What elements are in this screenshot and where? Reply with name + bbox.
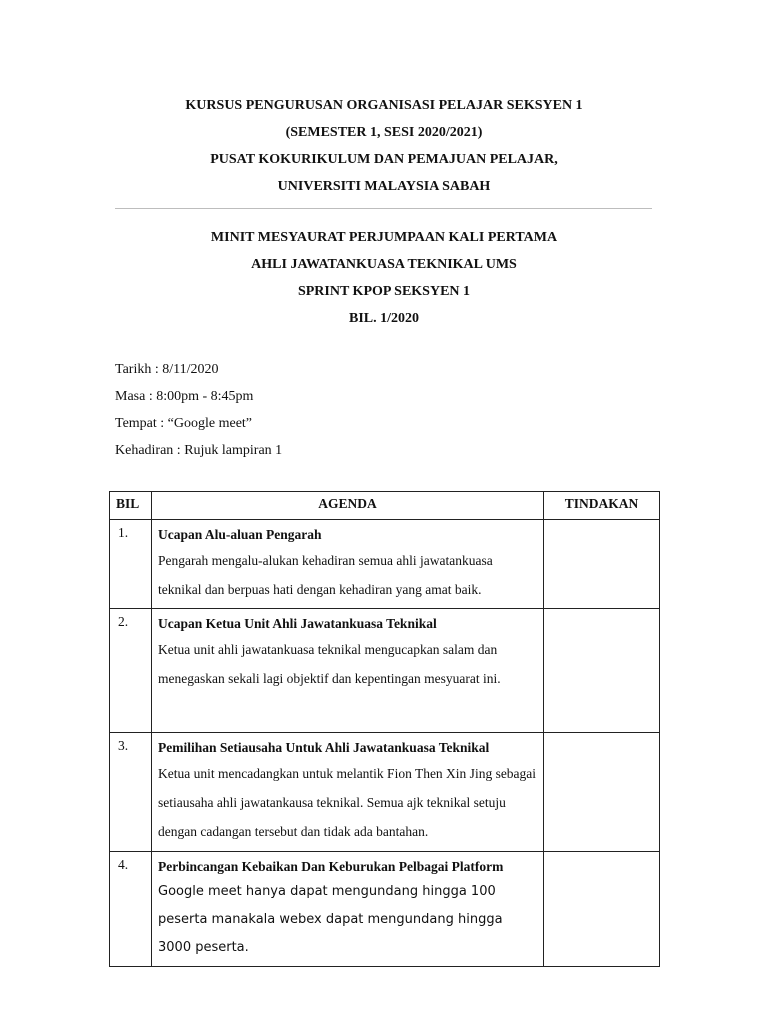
agenda-item-body: Pengarah mengalu-alukan kehadiran semua ahli jawatankuasa teknikal dan berpuas hati dengan kehadiran yang amat baik. [158, 553, 493, 597]
tindakan-cell [544, 609, 660, 733]
header-course-title: KURSUS PENGURUSAN ORGANISASI PELAJAR SEKSYEN 1 [185, 98, 583, 113]
minutes-number: BIL. 1/2020 [348, 311, 419, 326]
agenda-item-body: Ketua unit mencadangkan untuk melantik Fion Then Xin Jing sebagai setiausaha ahli jawatankausa teknikal. Semua ajk teknikal setuju dengan cadangan tersebut dan tidak ada bantahan. [158, 766, 537, 839]
minutes-title-line1: MINIT MESYAURAT PERJUMPAAN KALI PERTAMA [210, 230, 558, 245]
header-divider [115, 208, 652, 209]
agenda-item-body: Google meet hanya dapat mengundang hingga 100 peserta manakala webex dapat mengundang hingga 3000 peserta. [158, 884, 503, 955]
agenda-cell [152, 520, 544, 609]
meeting-date: Tarikh : 8/11/2020 [115, 362, 219, 377]
tindakan-cell [544, 520, 660, 609]
header-center: PUSAT KOKURIKULUM DAN PEMAJUAN PELAJAR, [210, 152, 558, 167]
agenda-cell [152, 609, 544, 733]
meeting-details [115, 356, 282, 464]
agenda-item-title: Perbincangan Kebaikan Dan Keburukan Pelbagai Platform [158, 859, 504, 874]
header-university: UNIVERSITI MALAYSIA SABAH [277, 179, 491, 194]
document-header [0, 92, 768, 200]
agenda-item-body: Ketua unit ahli jawatankuasa teknikal mengucapkan salam dan menegaskan sekali lagi objektif dan kepentingan mesyuarat ini. [158, 642, 501, 686]
agenda-cell [152, 733, 544, 852]
column-header-tindakan: TINDAKAN [544, 492, 660, 520]
agenda-item-title: Pemilihan Setiausaha Untuk Ahli Jawatankuasa Teknikal [158, 740, 490, 755]
header-semester: (SEMESTER 1, SESI 2020/2021) [285, 125, 483, 140]
minutes-title-line3: SPRINT KPOP SEKSYEN 1 [297, 284, 471, 299]
minutes-title [0, 224, 768, 332]
tindakan-cell [544, 733, 660, 852]
agenda-item-title: Ucapan Ketua Unit Ahli Jawatankuasa Teknikal [158, 616, 437, 631]
agenda-item-title: Ucapan Alu-aluan Pengarah [158, 527, 322, 542]
table-row [110, 609, 660, 733]
tindakan-cell [544, 852, 660, 967]
table-row [110, 520, 660, 609]
row-number: 2. [110, 609, 152, 733]
agenda-table [109, 491, 660, 967]
minutes-title-line2: AHLI JAWATANKUASA TEKNIKAL UMS [251, 257, 517, 272]
meeting-attendance: Kehadiran : Rujuk lampiran 1 [115, 443, 283, 458]
meeting-time: Masa : 8:00pm - 8:45pm [115, 389, 254, 404]
agenda-cell [152, 852, 544, 967]
meeting-venue: Tempat : “Google meet” [115, 416, 253, 431]
agenda-header-row [110, 492, 660, 520]
column-header-bil: BIL [110, 492, 152, 520]
table-row [110, 852, 660, 967]
row-number: 1. [110, 520, 152, 609]
column-header-agenda: AGENDA [152, 492, 544, 520]
row-number: 4. [110, 852, 152, 967]
row-number: 3. [110, 733, 152, 852]
table-row [110, 733, 660, 852]
